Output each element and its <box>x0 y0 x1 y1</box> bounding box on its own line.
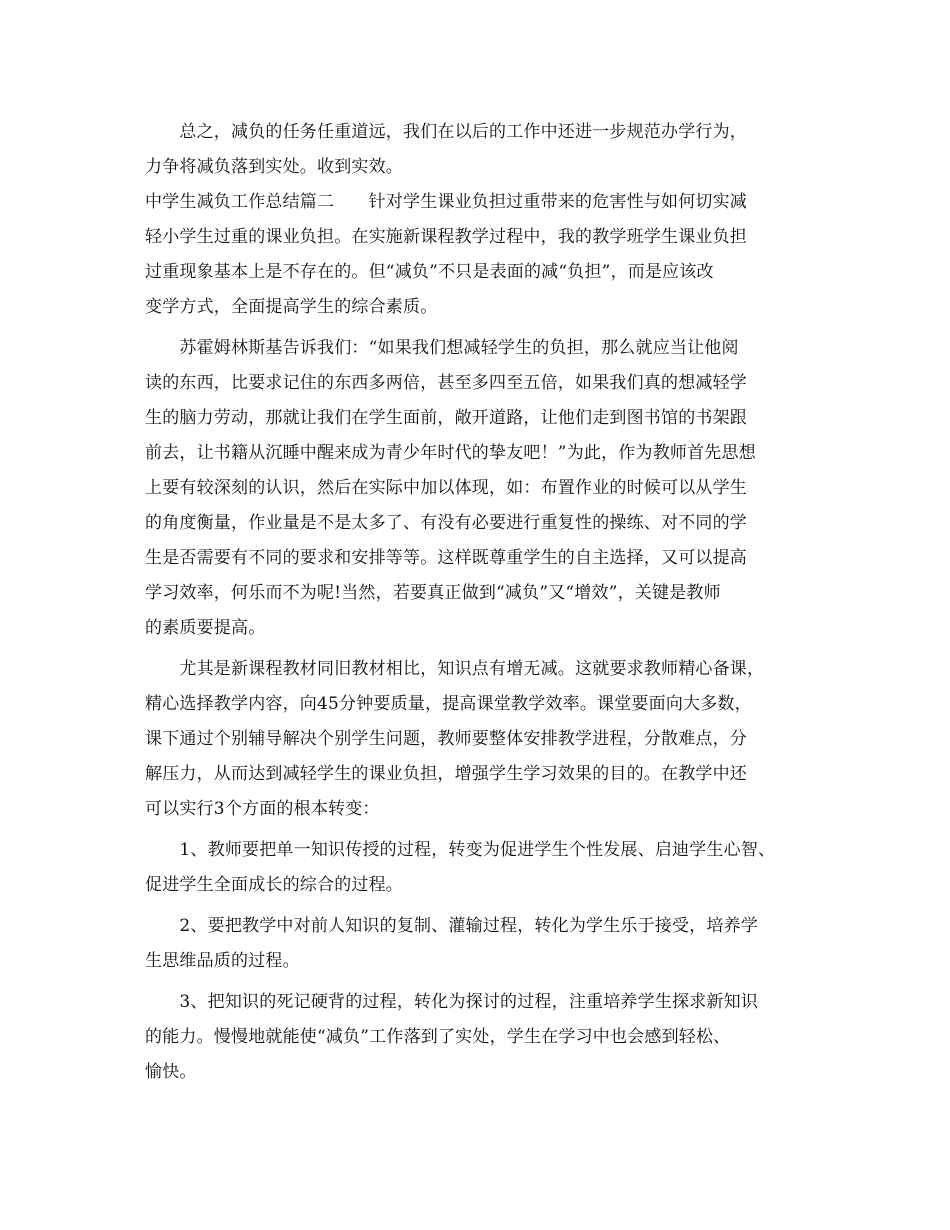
text-line: 3、把知识的死记硬背的过程，转化为探讨的过程，注重培养学生探求新知识 <box>145 992 759 1012</box>
text-line: 2、要把教学中对前人知识的复制、灌输过程，转化为学生乐于接受，培养学 <box>145 916 759 936</box>
text-line: 尤其是新课程教材同旧教材相比，知识点有增无减。这就要求教师精心备课， <box>145 659 765 679</box>
text-line: 中学生减负工作总结篇二 针对学生课业负担过重带来的危害性与如何切实减 <box>145 192 747 212</box>
text-line: 生的脑力劳动，那就让我们在学生面前，敞开道路，让他们走到图书馆的书架跟 <box>145 408 747 428</box>
text-line: 可以实行3个方面的根本转变： <box>145 799 380 819</box>
text-line: 变学方式，全面提高学生的综合素质。 <box>145 297 438 317</box>
text-line: 的角度衡量，作业量是不是太多了、有没有必要进行重复性的操练、对不同的学 <box>145 513 747 533</box>
text-line: 的素质要提高。 <box>145 618 266 638</box>
text-line: 总之，减负的任务任重道远，我们在以后的工作中还进一步规范办学行为， <box>145 122 747 142</box>
text-line: 过重现象基本上是不存在的。但“减负”不只是表面的减“负担”，而是应该改 <box>145 262 714 282</box>
text-line: 生思维品质的过程。 <box>145 951 300 971</box>
text-line: 促进学生全面成长的综合的过程。 <box>145 875 403 895</box>
text-line: 解压力，从而达到减轻学生的课业负担，增强学生学习效果的目的。在教学中还 <box>145 764 747 784</box>
text-line: 前去，让书籍从沉睡中醒来成为青少年时代的挚友吧！”为此，作为教师首先思想 <box>145 443 756 463</box>
text-line: 轻小学生过重的课业负担。在实施新课程教学过程中，我的教学班学生课业负担 <box>145 227 747 247</box>
text-line: 的能力。慢慢地就能使“减负”工作落到了实处，学生在学习中也会感到轻松、 <box>145 1027 731 1047</box>
text-line: 苏霍姆林斯基告诉我们：“如果我们想减轻学生的负担，那么就应当让他阅 <box>145 338 739 358</box>
text-line: 课下通过个别辅导解决个别学生问题，教师要整体安排教学进程，分散难点，分 <box>145 729 747 749</box>
text-line: 力争将减负落到实处。收到实效。 <box>145 157 403 177</box>
text-line: 学习效率，何乐而不为呢!当然，若要真正做到“减负”又“增效”，关键是教师 <box>145 583 721 603</box>
text-line: 愉快。 <box>145 1062 197 1082</box>
text-line: 1、教师要把单一知识传授的过程，转变为促进学生个性发展、启迪学生心智、 <box>145 840 776 860</box>
text-line: 上要有较深刻的认识，然后在实际中加以体现，如：布置作业的时候可以从学生 <box>145 478 747 498</box>
text-line: 生是否需要有不同的要求和安排等等。这样既尊重学生的自主选择，又可以提高 <box>145 548 747 568</box>
text-line: 读的东西，比要求记住的东西多两倍，甚至多四至五倍，如果我们真的想减轻学 <box>145 373 747 393</box>
text-line: 精心选择教学内容，向45分钟要质量，提高课堂教学效率。课堂要面向大多数， <box>145 694 752 714</box>
